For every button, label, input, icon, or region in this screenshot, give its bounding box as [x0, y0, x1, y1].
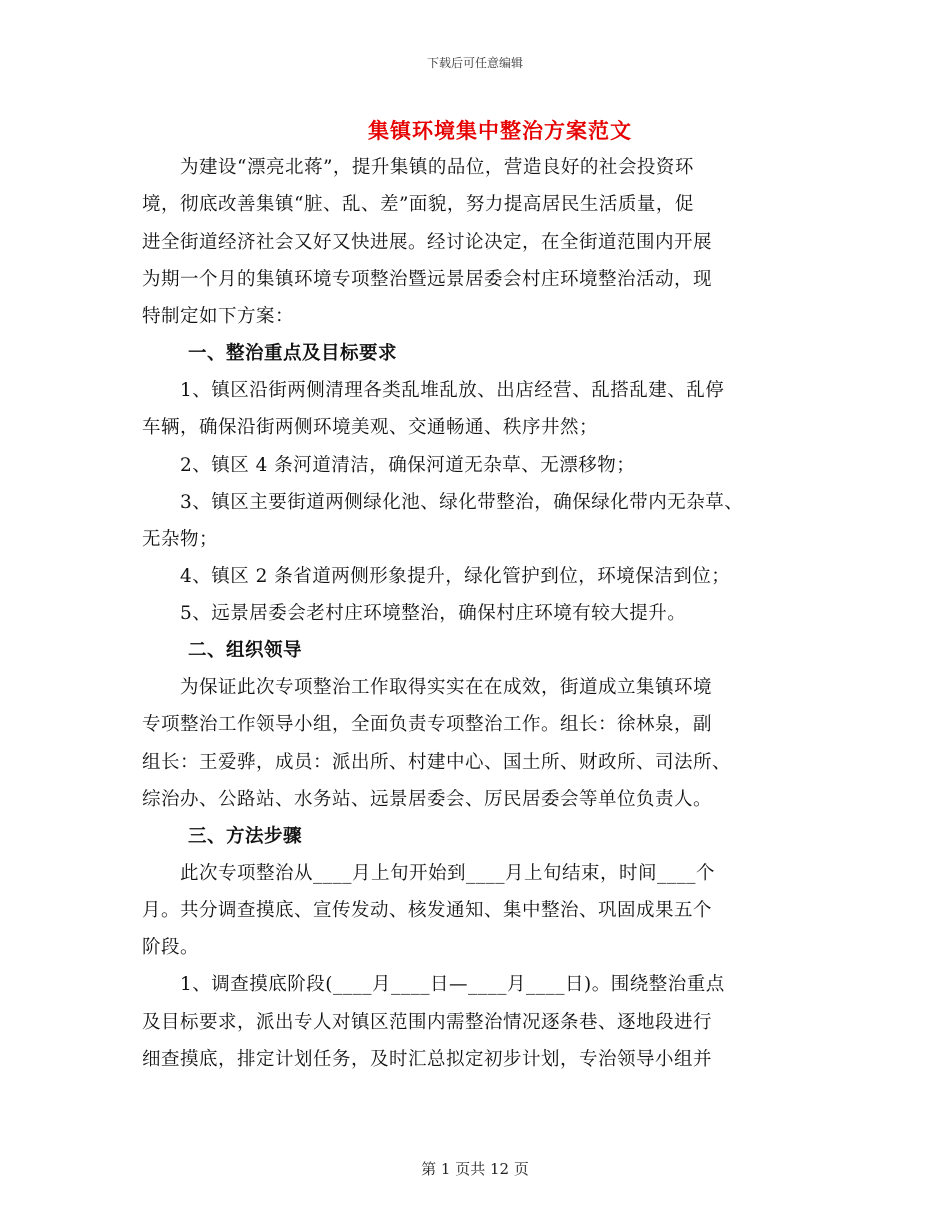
document-title: 集镇环境集中整治方案范文 [368, 118, 632, 143]
section-heading: 二、组织领导 [188, 640, 303, 661]
paragraph-line: 特制定如下方案： [142, 306, 295, 327]
paragraph-line: 1、调查摸底阶段(____月____日—____月____日)。围绕整治重点 [180, 974, 725, 995]
paragraph-line: 车辆，确保沿街两侧环境美观、交通畅通、秩序井然； [142, 417, 599, 438]
paragraph-line: 综治办、公路站、水务站、远景居委会、厉民居委会等单位负责人。 [142, 789, 713, 810]
paragraph-line: 阶段。 [142, 937, 200, 958]
paragraph-line: 无杂物； [142, 529, 219, 550]
paragraph-line: 2、镇区 4 条河道清洁，确保河道无杂草、无漂移物； [180, 455, 636, 476]
paragraph-line: 及目标要求，派出专人对镇区范围内需整治情况逐条巷、逐地段进行 [142, 1012, 713, 1033]
paragraph-line: 组长：王爱骅，成员：派出所、村建中心、国土所、财政所、司法所、 [142, 752, 732, 773]
paragraph-line: 此次专项整治从____月上旬开始到____月上旬结束，时间____个 [180, 863, 716, 884]
paragraph-line: 1、镇区沿街两侧清理各类乱堆乱放、出店经营、乱搭乱建、乱停 [180, 380, 725, 401]
paragraph-line: 月。共分调查摸底、宣传发动、核发通知、集中整治、巩固成果五个 [142, 900, 713, 921]
paragraph-line: 境，彻底改善集镇“脏、乱、差”面貌，努力提高居民生活质量，促 [142, 194, 694, 215]
paragraph-line: 5、远景居委会老村庄环境整治，确保村庄环境有较大提升。 [180, 603, 687, 624]
paragraph-line: 为期一个月的集镇环境专项整治暨远景居委会村庄环境整治活动，现 [142, 269, 713, 290]
section-heading: 三、方法步骤 [188, 826, 303, 847]
paragraph-line: 细查摸底，排定计划任务，及时汇总拟定初步计划，专治领导小组并 [142, 1049, 713, 1070]
paragraph-line: 专项整治工作领导小组，全面负责专项整治工作。组长：徐林泉，副 [142, 714, 713, 735]
paragraph-line: 进全街道经济社会又好又快进展。经讨论决定，在全街道范围内开展 [142, 232, 713, 253]
page-footer: 第 1 页共 12 页 [421, 1160, 529, 1178]
header-note: 下载后可任意编辑 [426, 56, 523, 70]
paragraph-line: 为建设“漂亮北蒋”，提升集镇的品位，营造良好的社会投资环 [180, 157, 694, 178]
paragraph-line: 4、镇区 2 条省道两侧形象提升，绿化管护到位，环境保洁到位； [180, 566, 731, 587]
paragraph-line: 为保证此次专项整治工作取得实实在在成效，街道成立集镇环境 [180, 677, 713, 698]
paragraph-line: 3、镇区主要街道两侧绿化池、绿化带整治，确保绿化带内无杂草、 [180, 492, 744, 513]
section-heading: 一、整治重点及目标要求 [188, 343, 398, 364]
